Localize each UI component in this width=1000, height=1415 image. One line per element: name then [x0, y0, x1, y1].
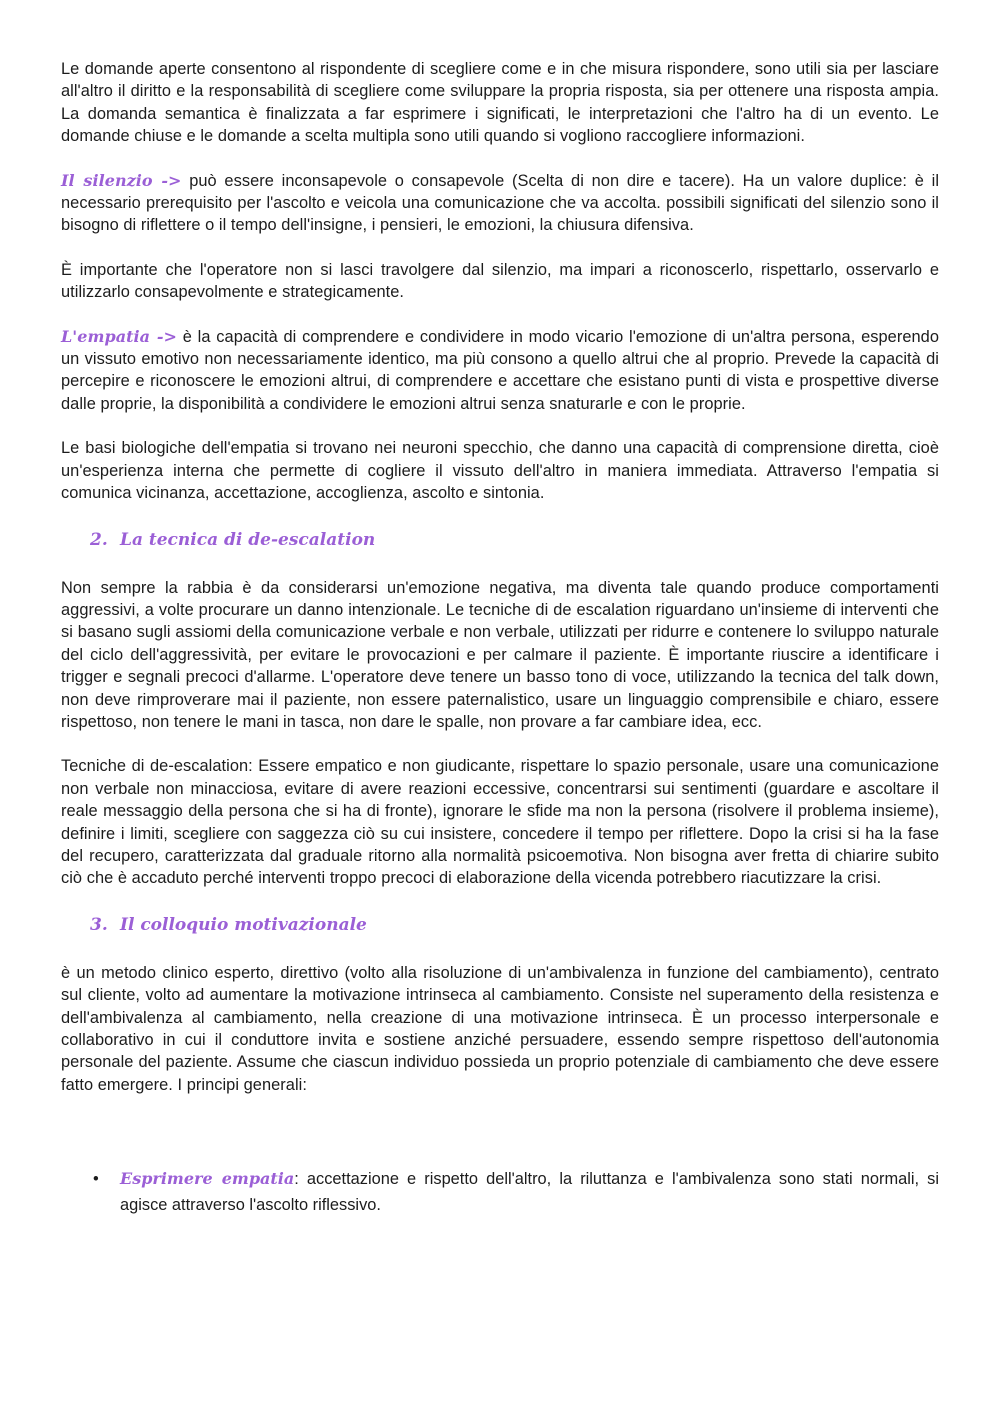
- term-empathy: L'empatia ->: [61, 326, 178, 346]
- paragraph-silence-operator: È importante che l'operatore non si lasci travolgere dal silenzio, ma impari a riconoscerlo, rispettarlo, osservarlo e utilizzarlo consapevolmente e strategicamente.: [61, 260, 939, 302]
- section-heading-motivational-interview: [61, 914, 939, 936]
- document-page: [61, 58, 939, 1218]
- bullet-marker: •: [93, 1170, 99, 1189]
- term-express-empathy: Esprimere empatia: [120, 1169, 295, 1189]
- paragraph-open-questions: Le domande aperte consentono al rispondente di scegliere come e in che misura rispondere, sono utili sia per lasciare all'altro il diritto e la responsabilità di scegliere come sviluppare la propria risposta, sia per ottenere una risposta ampia. La domanda semantica è finalizzata a far esprimere i significati, le interpretazioni che l'altro ha di un evento. Le domande chiuse e le domande a scelta multipla sono utili quando si vogliono raccogliere informazioni.: [61, 60, 939, 146]
- section-title: Il colloquio motivazionale: [120, 914, 367, 935]
- paragraph-de-escalation-techniques: Tecniche di de-escalation: Essere empatico e non giudicante, rispettare lo spazio personale, usare una comunicazione non verbale non minacciosa, evitare di avere reazioni eccessive, concentrarsi sui sentimenti (guardare e ascoltare il reale messaggio della persona che si ha di fronte), ignorare le sfide ma non la persona (risolvere il problema insieme), definire i limiti, scegliere con saggezza ciò su cui insistere, concedere il tempo per riflettere. Dopo la crisi si ha la fase del recupero, caratterizzata dal graduale ritorno alla normalità psicoemotiva. Non bisogna aver fretta di chiarire subito ciò che è accaduto perché interventi troppo precoci di elaborazione della vicenda potrebbero riacutizzare la crisi.: [61, 757, 939, 888]
- section-number: 2.: [90, 529, 108, 550]
- paragraph-anger: Non sempre la rabbia è da considerarsi un'emozione negativa, ma diventa tale quando produce comportamenti aggressivi, a volte procurare un danno intenzionale. Le tecniche di de escalation riguardano un'insieme di interventi che si basano sugli assiomi della comunicazione verbale e non verbale, utilizzati per ridurre e contenere lo sviluppo naturale del ciclo dell'aggressività, per evitare le provocazioni e per calmare il paziente. È importante riuscire a identificare i trigger e segnali precoci d'allarme. L'operatore deve tenere un basso tono di voce, utilizzando la tecnica del talk down, non deve rimproverare mai il paziente, non essere paternalistico, usare un linguaggio comprensibile e chiaro, essere rispettoso, non tenere le mani in tasca, non dare le spalle, non provare a far cambiare idea, ecc.: [61, 578, 939, 731]
- empathy-text: è la capacità di comprendere e condividere in modo vicario l'emozione di un'altra persona, esperendo un vissuto emotivo non necessariamente identico, ma più consono a quello altrui che al proprio. Prevede la capacità di percepire e riconoscere le emozioni altrui, di comprendere e accettare che esistano punti di vista e prospettive diverse dalle proprie, la disponibilità a condividere le emozioni altrui senza snaturarle e con le proprie.: [61, 327, 939, 413]
- paragraph-silence: [61, 170, 939, 237]
- list-item: [61, 1166, 939, 1218]
- paragraph-motivational-interview: è un metodo clinico esperto, direttivo (volto alla risoluzione di un'ambivalenza in funzione del cambiamento), centrato sul cliente, volto ad aumentare la motivazione intrinseca al cambiamento. Consiste nel superamento della resistenza e dell'ambivalenza al cambiamento, nella creazione di una motivazione intrinseca. È un processo interpersonale e collaborativo in cui il conduttore invita e sostiene anziché persuadere, essendo sempre rispettoso dell'autonomia personale del paziente. Assume che ciascun individuo possieda un proprio potenziale di cambiamento che deve essere fatto emergere. I principi generali:: [61, 963, 939, 1094]
- paragraph-empathy: [61, 326, 939, 416]
- list-item-text: : accettazione e rispetto dell'altro, la riluttanza e l'ambivalenza sono stati normali, si agisce attraverso l'ascolto riflessivo.: [120, 1170, 939, 1215]
- silence-text: può essere inconsapevole o consapevole (Scelta di non dire e tacere). Ha un valore duplice: è il necessario prerequisito per l'ascolto e veicola una comunicazione che va accolta. possibili significati del silenzio sono il bisogno di riflettere o il tempo dell'insigne, i pensieri, le emozioni, la chiusura difensiva.: [61, 171, 940, 235]
- principles-list: [61, 1166, 939, 1218]
- paragraph-mirror-neurons: Le basi biologiche dell'empatia si trovano nei neuroni specchio, che danno una capacità di comprensione diretta, cioè un'esperienza interna che permette di cogliere il vissuto dell'altro in maniera immediata. Attraverso l'empatia si comunica vicinanza, accettazione, accoglienza, ascolto e sintonia.: [61, 439, 939, 503]
- section-number: 3.: [90, 914, 108, 935]
- term-silence: Il silenzio ->: [61, 170, 182, 190]
- section-title: La tecnica di de-escalation: [120, 529, 376, 550]
- section-heading-de-escalation: [61, 529, 939, 551]
